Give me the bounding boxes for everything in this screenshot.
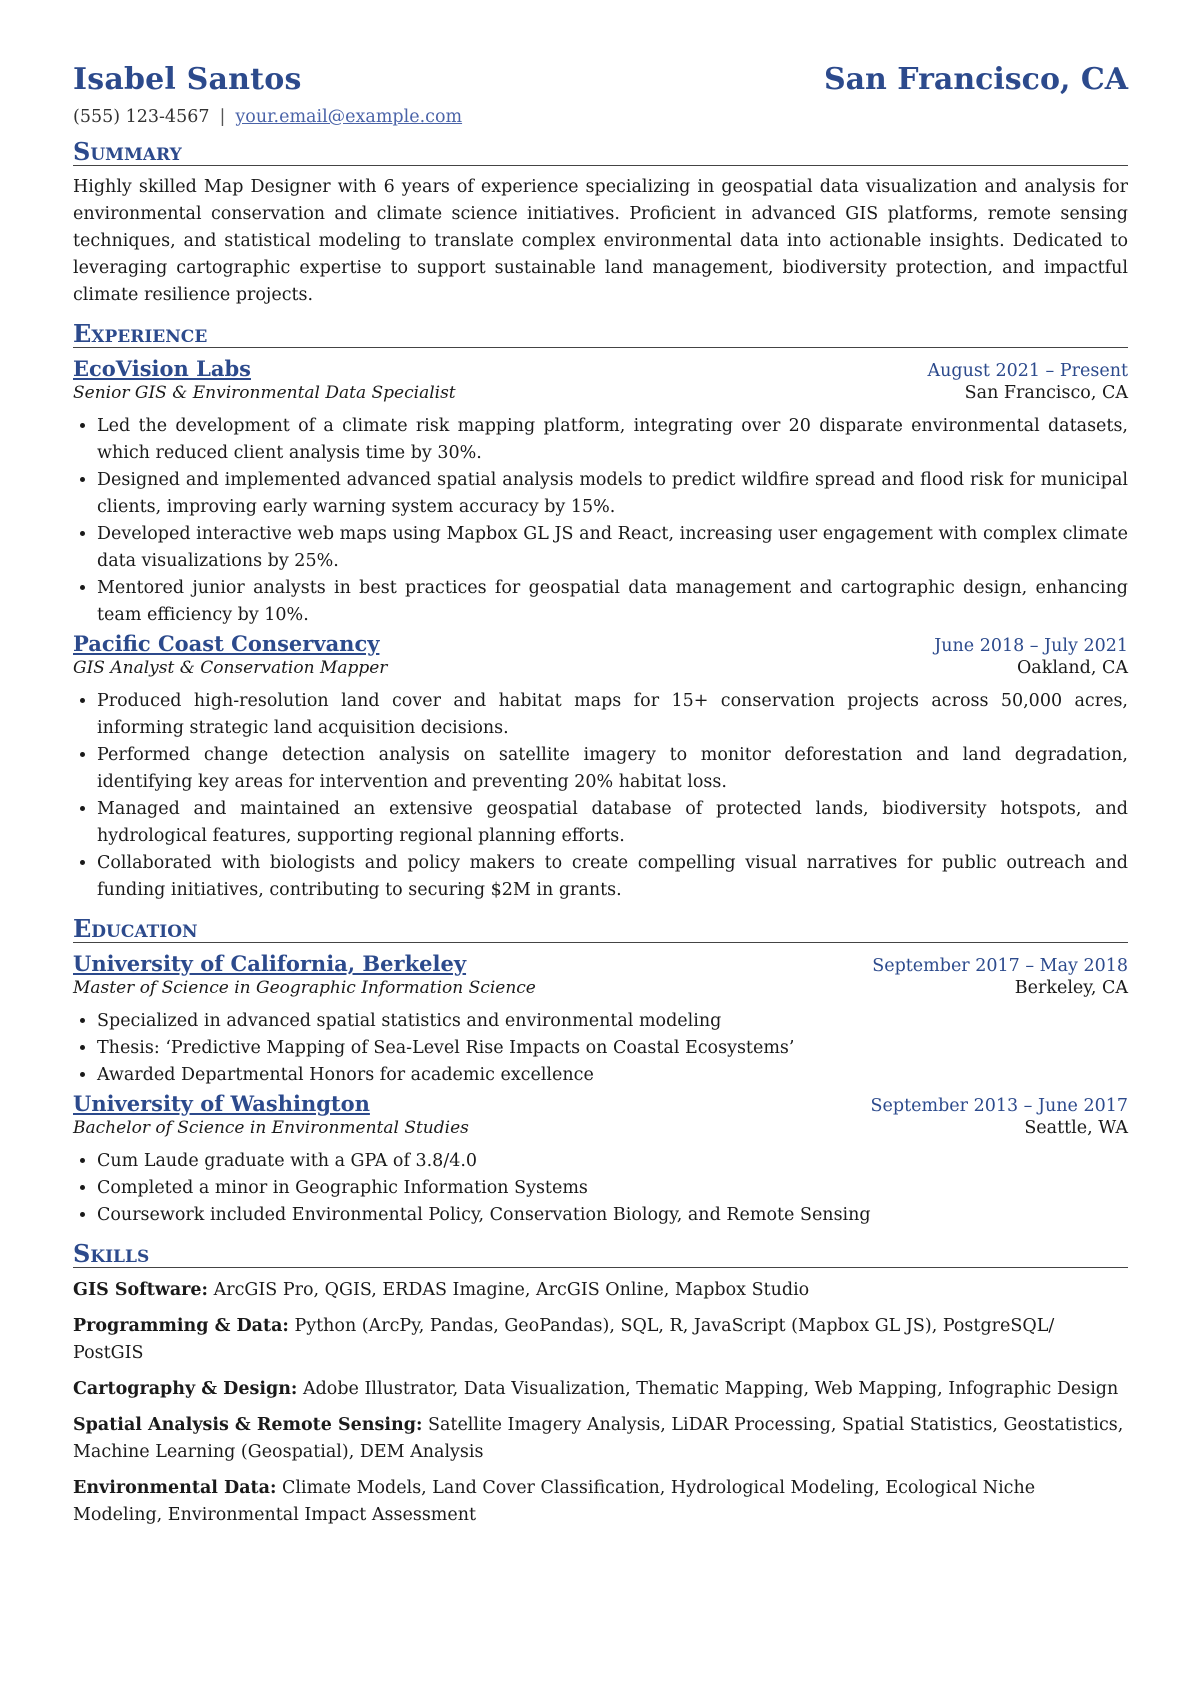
job-dates: June 2018 – July 2021: [934, 636, 1128, 656]
candidate-name: Isabel Santos: [73, 62, 302, 97]
education-entry: [73, 1091, 1128, 1229]
job-bullets: [73, 688, 1128, 904]
list-item: • Managed and maintained an extensive geospatial database of protected lands, biodiversity hotspots, and hydrological features, supporting regional planning efforts.: [97, 796, 1128, 850]
education-bullets: [73, 1148, 1128, 1229]
list-item: • Produced high-resolution land cover and habitat maps for 15+ conservation projects across 50,000 acres, informing strategic land acquisition decisions.: [97, 688, 1128, 742]
list-item: • Thesis: ‘Predictive Mapping of Sea-Level Rise Impacts on Coastal Ecosystems’: [97, 1035, 1128, 1062]
list-item: • Performed change detection analysis on satellite imagery to monitor deforestation and land degradation, identifying key areas for intervention and preventing 20% habitat loss.: [97, 742, 1128, 796]
skill-value: Adobe Illustrator, Data Visualization, Thematic Mapping, Web Mapping, Infographic Design: [302, 1379, 1119, 1399]
list-item: • Led the development of a climate risk mapping platform, integrating over 20 disparate environmental datasets, which reduced client analysis time by 30%.: [97, 413, 1128, 467]
skill-row: [73, 1475, 1128, 1529]
list-item: • Coursework included Environmental Policy, Conservation Biology, and Remote Sensing: [97, 1202, 1128, 1229]
education-entry: [73, 951, 1128, 1089]
list-item: • Completed a minor in Geographic Information Systems: [97, 1175, 1128, 1202]
section-title-education: Education: [73, 916, 1128, 943]
summary-text: Highly skilled Map Designer with 6 years of experience specializing in geospatial data visualization and analysis for environmental conservation and climate science initiatives. Proficient in advanced GIS platforms, remote sensing techniques, and statistical modeling to translate complex environmental data into actionable insights. Dedicated to leveraging cartographic expertise to support sustainable land management, biodiversity protection, and impactful climate resilience projects.: [73, 177, 1128, 305]
job-dates: August 2021 – Present: [927, 361, 1128, 381]
summary-section: [73, 139, 1128, 309]
list-item: • Specialized in advanced spatial statistics and environmental modeling: [97, 1008, 1128, 1035]
contact-separator: |: [219, 107, 226, 127]
job-org[interactable]: Pacific Coast Conservancy: [73, 631, 380, 656]
school-place: Seattle, WA: [1024, 1118, 1128, 1138]
job-place: San Francisco, CA: [964, 383, 1128, 403]
school-name[interactable]: University of California, Berkeley: [73, 951, 467, 976]
degree: Bachelor of Science in Environmental Studies: [73, 1118, 469, 1138]
skill-value: Python (ArcPy, Pandas, GeoPandas), SQL, R, JavaScript (Mapbox GL JS), PostgreSQL/ PostGIS: [73, 1316, 1055, 1363]
email-link[interactable]: your.email@example.com: [235, 107, 463, 127]
skill-row: [73, 1376, 1128, 1403]
job-role: GIS Analyst & Conservation Mapper: [73, 658, 388, 678]
job-org[interactable]: EcoVision Labs: [73, 356, 251, 381]
list-item: • Developed interactive web maps using Mapbox GL JS and React, increasing user engagement with complex climate data visualizations by 25%.: [97, 521, 1128, 575]
skill-label: Spatial Analysis & Remote Sensing:: [73, 1415, 423, 1435]
skill-value: ArcGIS Pro, QGIS, ERDAS Imagine, ArcGIS Online, Mapbox Studio: [213, 1280, 810, 1300]
list-item: • Awarded Departmental Honors for academic excellence: [97, 1062, 1128, 1089]
resume-header: [73, 62, 1128, 97]
list-item: • Designed and implemented advanced spatial analysis models to predict wildfire spread and flood risk for municipal clients, improving early warning system accuracy by 15%.: [97, 467, 1128, 521]
school-dates: September 2013 – June 2017: [870, 1096, 1128, 1116]
section-title-experience: Experience: [73, 321, 1128, 348]
job-bullets: [73, 413, 1128, 629]
education-bullets: [73, 1008, 1128, 1089]
skill-label: GIS Software:: [73, 1280, 209, 1300]
job-entry: [73, 356, 1128, 629]
list-item: • Cum Laude graduate with a GPA of 3.8/4.0: [97, 1148, 1128, 1175]
contact-line: [73, 107, 1128, 127]
skill-label: Cartography & Design:: [73, 1379, 298, 1399]
candidate-location: San Francisco, CA: [823, 62, 1128, 97]
school-place: Berkeley, CA: [1014, 978, 1128, 998]
skill-row: [73, 1313, 1128, 1367]
list-item: • Mentored junior analysts in best practices for geospatial data management and cartographic design, enhancing team efficiency by 10%.: [97, 575, 1128, 629]
degree: Master of Science in Geographic Information Science: [73, 978, 536, 998]
resume-page: [73, 62, 1128, 1529]
job-place: Oakland, CA: [1016, 658, 1128, 678]
skill-label: Environmental Data:: [73, 1478, 277, 1498]
skills-section: [73, 1241, 1128, 1529]
list-item: • Collaborated with biologists and policy makers to create compelling visual narratives for public outreach and funding initiatives, contributing to securing $2M in grants.: [97, 850, 1128, 904]
section-title-summary: Summary: [73, 139, 1128, 166]
job-entry: [73, 631, 1128, 904]
school-dates: September 2017 – May 2018: [872, 956, 1128, 976]
skill-label: Programming & Data:: [73, 1316, 289, 1336]
experience-section: [73, 321, 1128, 904]
skill-value: Climate Models, Land Cover Classification, Hydrological Modeling, Ecological Niche Modeling, Environmental Impact Assessment: [73, 1478, 1036, 1525]
education-section: [73, 916, 1128, 1229]
phone-number: (555) 123-4567: [73, 107, 210, 127]
skill-value: Satellite Imagery Analysis, LiDAR Processing, Spatial Statistics, Geostatistics, Machine Learning (Geospatial), DEM Analysis: [73, 1415, 1124, 1462]
skill-row: [73, 1412, 1128, 1466]
job-role: Senior GIS & Environmental Data Specialist: [73, 383, 456, 403]
section-title-skills: Skills: [73, 1241, 1128, 1268]
skill-row: [73, 1277, 1128, 1304]
school-name[interactable]: University of Washington: [73, 1091, 370, 1116]
